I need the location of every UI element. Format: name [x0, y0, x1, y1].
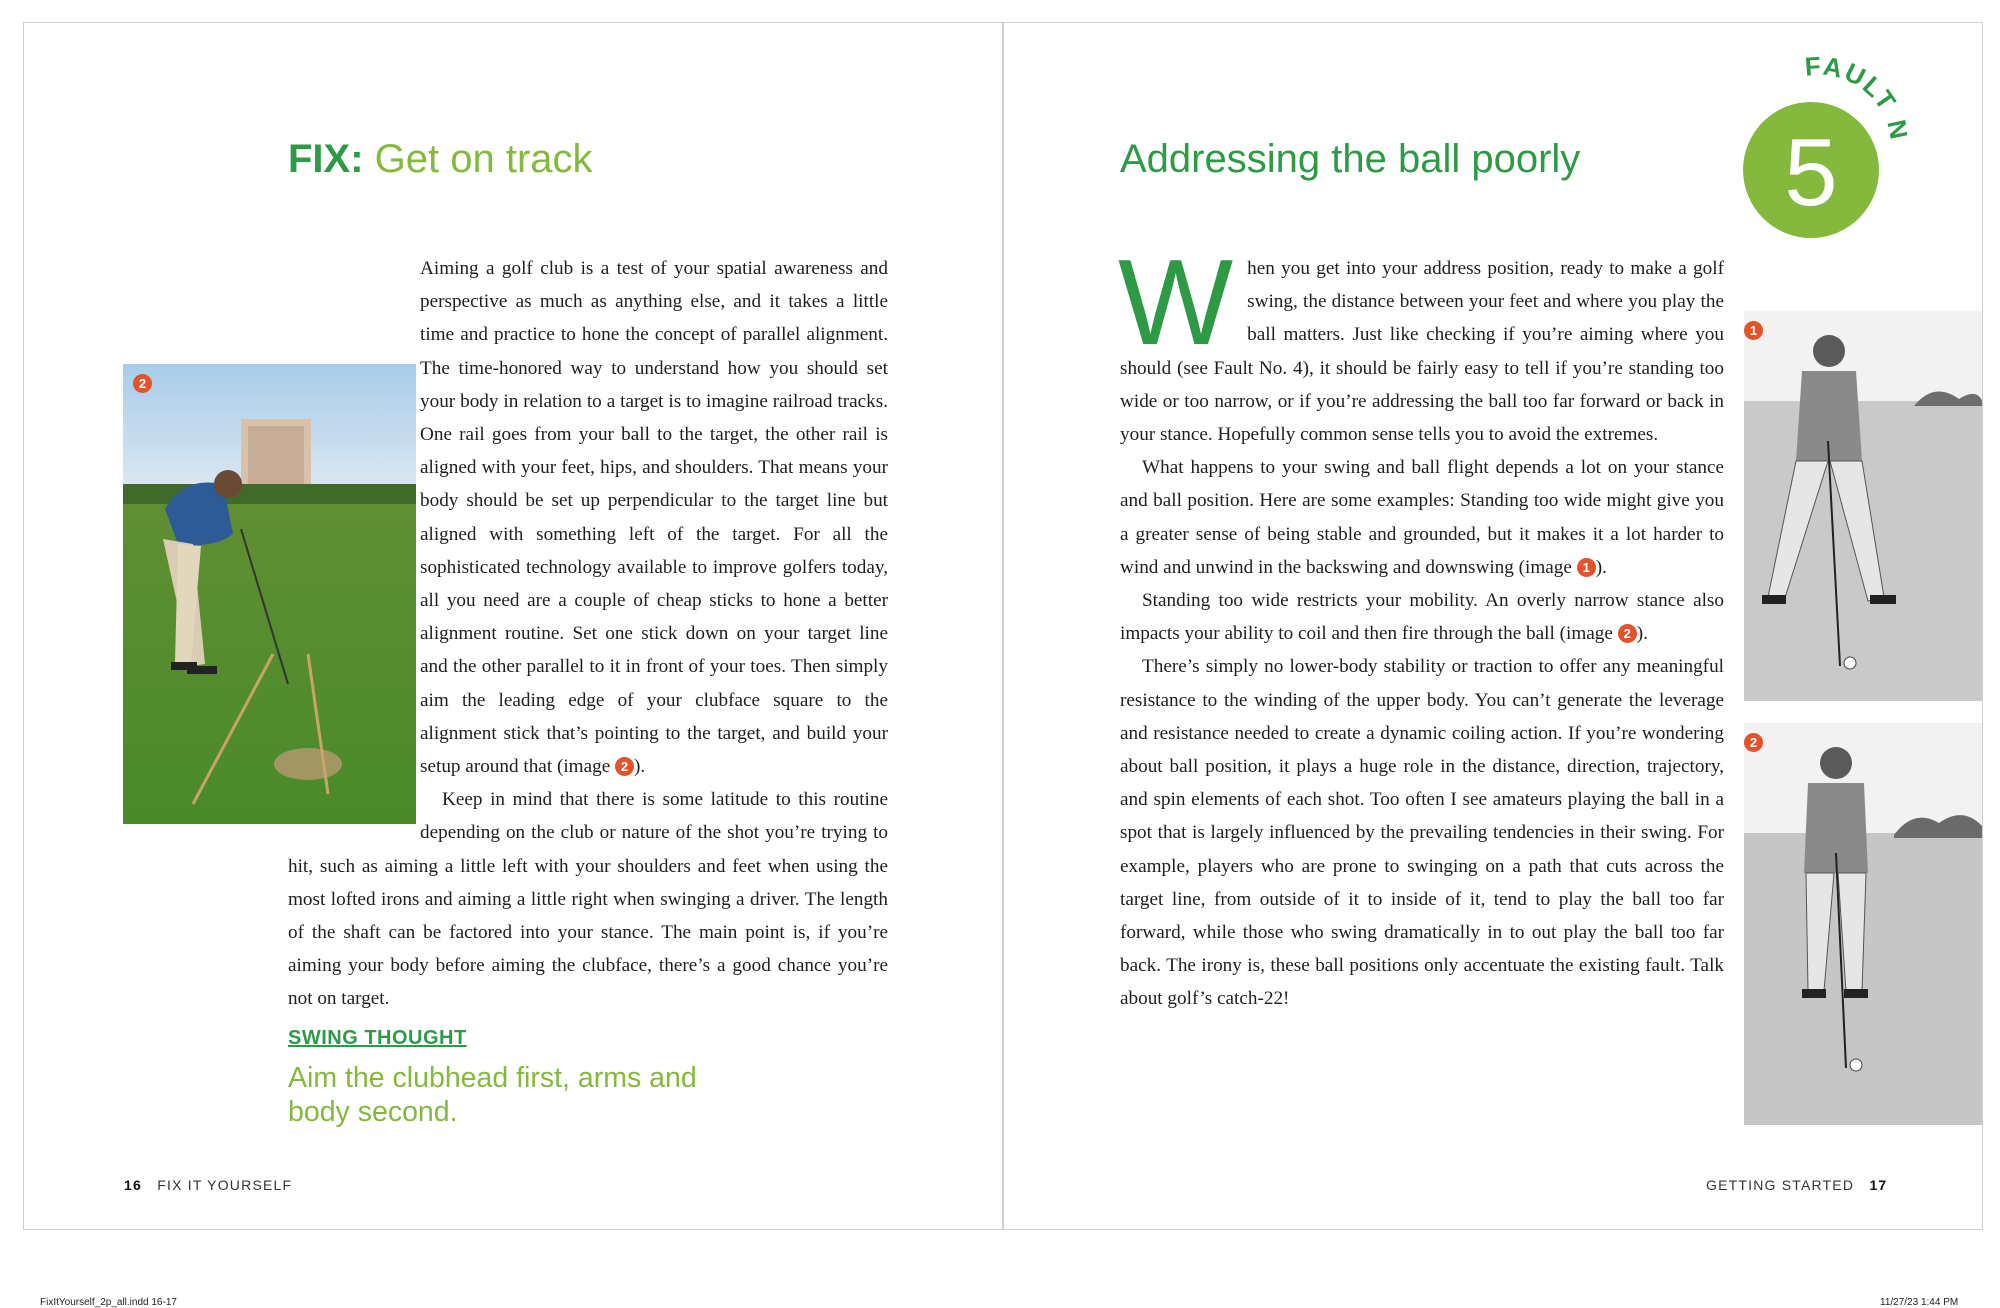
- left-body-text: [288, 252, 888, 1016]
- heading-fix-label: FIX:: [288, 137, 364, 181]
- photo-badge-2: 2: [133, 374, 152, 393]
- fault-number: 5: [1784, 119, 1838, 226]
- right-page-number: 17: [1869, 1177, 1888, 1193]
- right-paragraph-2-text: What happens to your swing and ball flight depends a lot on your stance and ball position. Here are some examples: Standing too wide might give you a greater sense of being stable and grounded, but it makes it a lot harder to wind and unwind in the backswing and downswing (image: [1120, 457, 1724, 578]
- right-paragraph-4: There’s simply no lower-body stability or traction to offer any meaningful resistance to the winding of the upper body. You can’t generate the leverage and resistance needed to create a dynamic coiling action. If you’re wondering about ball position, it plays a huge role in the distance, direction, trajectory, and spin elements of each shot. Too often I see amateurs playing the ball in a spot that is largely influenced by the prevailing tendencies in their swing. For example, players who are prone to swinging on a path that cuts across the target line, from outside of it to inside of it, tend to play the ball too far forward, while those who swing dramatically in to out play the ball too far back. The irony is, these ball positions only accentuate the existing fault. Talk about golf’s catch-22!: [1120, 656, 1724, 1010]
- right-body-text: [1118, 234, 1724, 1016]
- left-running-title: FIX IT YOURSELF: [157, 1177, 293, 1193]
- left-page: [23, 22, 1003, 1230]
- print-slug-timestamp: 11/27/23 1:44 PM: [1880, 1297, 1959, 1308]
- left-page-heading: [288, 139, 593, 179]
- golfer-narrow-stance-illustration: [1744, 723, 1983, 1125]
- left-page-number: 16: [124, 1177, 142, 1193]
- photo-wrap-spacer: [288, 351, 420, 831]
- image-ref-badge-2: 2: [615, 757, 634, 776]
- left-folio: [124, 1177, 292, 1193]
- photo-badge-1: 1: [1744, 321, 1763, 340]
- wide-stance-photo: [1744, 311, 1983, 701]
- fault-badge-graphic: [1727, 52, 1907, 242]
- golfer-wide-stance-illustration: [1744, 311, 1983, 701]
- right-paragraph-2-end: ).: [1595, 556, 1607, 578]
- right-folio: [1706, 1177, 1887, 1193]
- swing-thought-title: SWING THOUGHT: [288, 1027, 467, 1049]
- right-paragraph-3: [1120, 584, 1724, 650]
- fault-label-path: FAULT: [1803, 52, 1904, 117]
- drop-cap: W: [1118, 234, 1234, 370]
- right-paragraph-3-text: Standing too wide restricts your mobility. An overly narrow stance also impacts your ability to coil and then fire through the ball (image: [1120, 590, 1724, 645]
- print-slug-file: FixItYourself_2p_all.indd 16-17: [40, 1297, 177, 1308]
- right-paragraph-3-end: ).: [1636, 623, 1648, 645]
- narrow-stance-photo: [1744, 723, 1983, 1125]
- right-paragraph-2: [1120, 451, 1724, 584]
- heading-fix-title: Get on track: [363, 137, 593, 181]
- left-paragraph-1-text: Aiming a golf club is a test of your spatial awareness and perspective as much as anything else, and it takes a little time and practice to hone the concept of parallel alignment. The time-honored way to understand how you should set your body in relation to a target is to imagine railroad tracks. One rail goes from your ball to the target, the other rail is aligned with your feet, hips, and shoulders. That means your body should be set up perpendicular to the target line but aligned with something left of the target. For all the sophisticated technology available to improve golfers today, all you need are a couple of cheap sticks to hone a better alignment routine. Set one stick down on your target line and the other parallel to it in front of your toes. Then simply aim the leading edge of your clubface square to the alignment stick that’s pointing to the target, and build your setup around that (image: [420, 258, 888, 778]
- left-paragraph-2: Keep in mind that there is some latitude to this routine depending on the club or nature of the shot you’re trying to hit, such as aiming a little left with your shoulders and feet when using the most lofted irons and aiming a little right when swinging a driver. The length of the shaft can be factored into your stance. The main point is, if you’re aiming your body before aiming the clubface, there’s a good chance you’re not on target.: [288, 789, 888, 1010]
- fault-number-badge: [1727, 52, 1907, 242]
- right-paragraph-1: [1118, 234, 1724, 451]
- image-ref-badge-2b: 2: [1618, 624, 1637, 643]
- photo-badge-2-right: 2: [1744, 733, 1763, 752]
- swing-thought-text: Aim the clubhead first, arms and body second.: [288, 1062, 697, 1128]
- right-paragraph-1-text: hen you get into your address position, ready to make a golf swing, the distance between your feet and where you play the ball matters. Just like checking if you’re aiming where you should (see Fault No. 4), it should be fairly easy to tell if you’re standing too wide or too narrow, or if you’re addressing the ball too far forward or back in your stance. Hopefully common sense tells you to avoid the extremes.: [1120, 258, 1724, 446]
- image-ref-badge-1: 1: [1577, 558, 1596, 577]
- right-page-heading: Addressing the ball poorly: [1120, 137, 1581, 181]
- right-running-title: GETTING STARTED: [1706, 1177, 1855, 1193]
- left-paragraph-1-end: ).: [634, 756, 646, 778]
